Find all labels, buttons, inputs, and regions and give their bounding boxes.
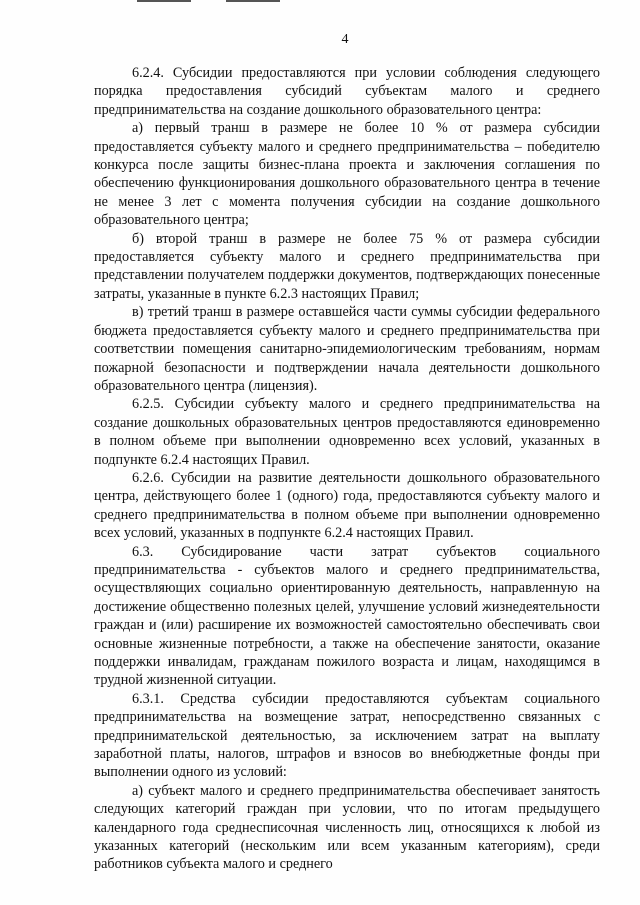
document-body <box>94 64 600 874</box>
paragraph-6-2-6: 6.2.6. Субсидии на развитие деятельности дошкольного образовательного центра, действующего более 1 (одного) года, предоставляются субъекту малого и среднего предпринимательства в полном объеме при выполнении одновременно всех условий, указанных в подпункте 6.2.4 настоящих Правил. <box>94 469 600 542</box>
paragraph-6-3-1-a: а) субъект малого и среднего предпринимательства обеспечивает занятость следующих категорий граждан при условии, что по итогам предыдущего календарного года среднесписочная численность лиц, относящихся к любой из указанных категорий (нескольким или всем указанным категориям), среди работников субъекта малого и среднего <box>94 782 600 873</box>
page-number: 4 <box>341 32 349 47</box>
paragraph-6-3: 6.3. Субсидирование части затрат субъектов социального предпринимательства - субъектов малого и среднего предпринимательства, осуществляющих социально ориентированную деятельность, направленную на достижение общественно полезных целей, улучшение условий жизнедеятельности граждан и (или) расширение их возможностей самостоятельно обеспечивать свои основные жизненные потребности, а также на обеспечение занятости, оказание поддержки инвалидам, гражданам пожилого возраста и лицам, находящимся в трудной жизненной ситуации. <box>94 543 600 689</box>
paragraph-6-3-1: 6.3.1. Средства субсидии предоставляются субъектам социального предпринимательства на возмещение затрат, непосредственно связанных с предпринимательской деятельностью, за исключением затрат на выплату заработной платы, налогов, штрафов и взносов во внебюджетные фонды при выполнении одного из условий: <box>94 690 600 781</box>
paragraph-6-2-4-a: а) первый транш в размере не более 10 % от размера субсидии предоставляется субъекту малого и среднего предпринимательства – победителю конкурса после защиты бизнес-плана проекта и заключения соглашения по обеспечению функционирования дошкольного образовательного центра в течение не менее 3 лет с момента получения субсидии на создание дошкольного образовательного центра; <box>94 120 600 229</box>
paragraph-6-2-4: 6.2.4. Субсидии предоставляются при условии соблюдения следующего порядка предоставления субсидий субъектам малого и среднего предпринимательства на создание дошкольного образовательного центра: <box>94 65 600 118</box>
scan-edge-mark <box>226 0 280 2</box>
scan-edge-mark <box>137 0 191 2</box>
paragraph-6-2-4-b: б) второй транш в размере не более 75 % от размера субсидии предоставляется субъекту малого и среднего предпринимательства при представлении получателем поддержки документов, подтверждающих понесенные затраты, указанные в пункте 6.2.3 настоящих Правил; <box>94 230 600 302</box>
paragraph-6-2-4-v: в) третий транш в размере оставшейся части суммы субсидии федерального бюджета предоставляется субъекту малого и среднего предпринимательства при соответствии помещения санитарно-эпидемиологическим требованиям, нормам пожарной безопасности и подтверждении начала деятельности дошкольного образовательного центра (лицензия). <box>94 304 600 394</box>
paragraph-6-2-5: 6.2.5. Субсидии субъекту малого и среднего предпринимательства на создание дошкольных образовательных центров предоставляются единовременно в полном объеме при выполнении одновременно всех условий, указанных в подпункте 6.2.4 настоящих Правил. <box>94 396 600 468</box>
